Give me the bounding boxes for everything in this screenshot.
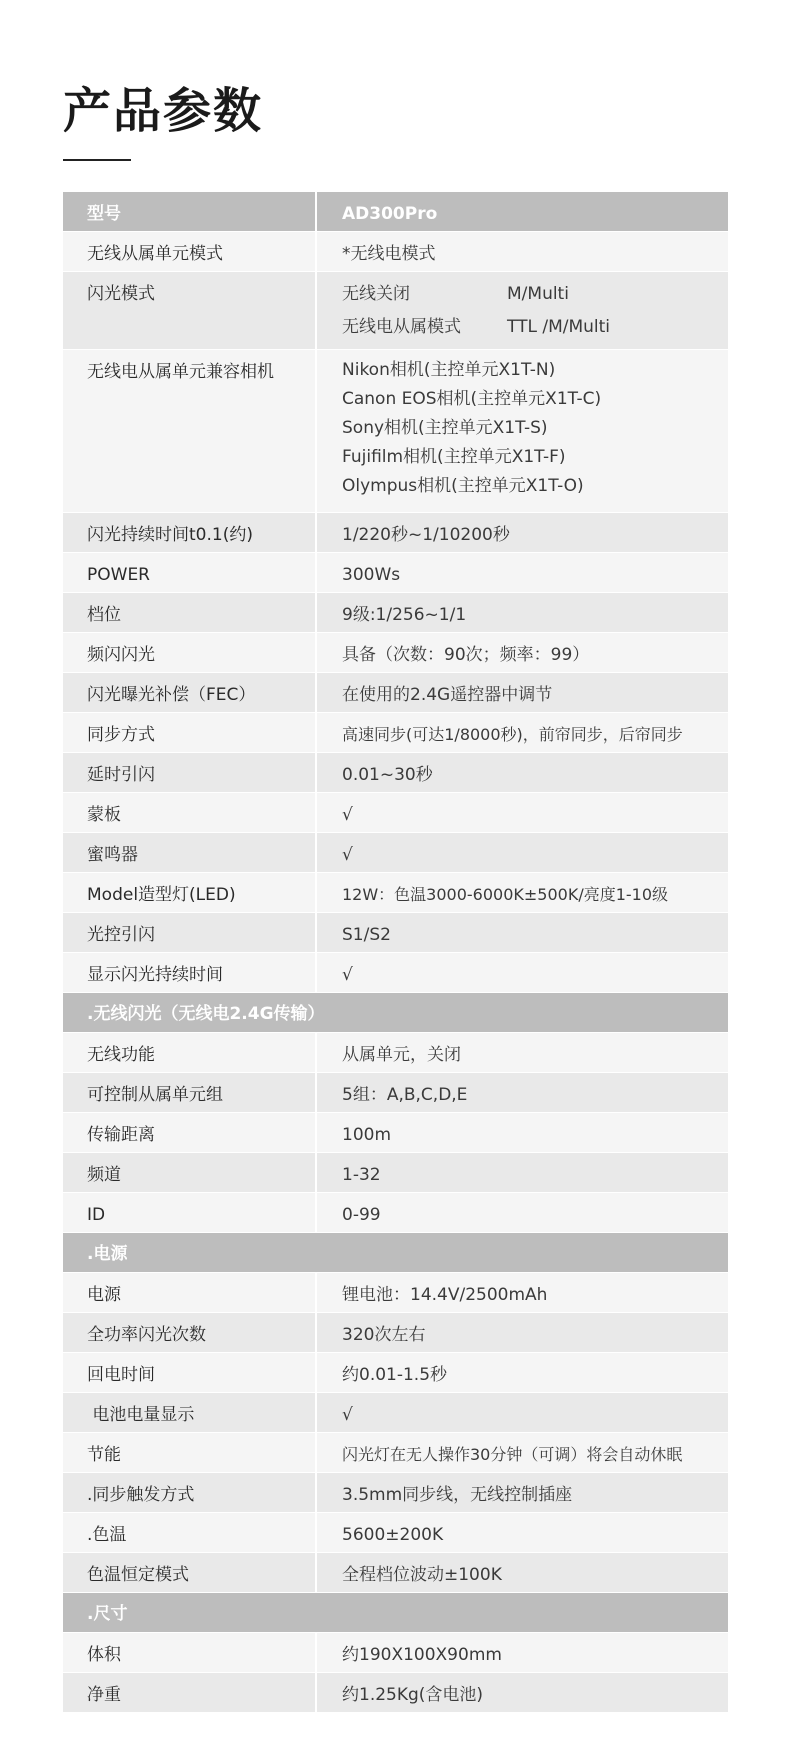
table-row [63,873,728,913]
row-label: 同步方式 [63,713,317,752]
row-value: 0.01~30秒 [342,765,433,785]
row-value: 9级:1/256~1/1 [342,605,467,625]
section-header-power [63,1233,728,1273]
table-row [63,1393,728,1433]
table-row [63,1113,728,1153]
row-value: √ [342,845,353,865]
table-row [63,593,728,633]
table-row [63,1513,728,1553]
table-row [63,1153,728,1193]
camera-list [317,350,728,512]
row-value: 5组：A,B,C,D,E [342,1085,468,1105]
row-label: 节能 [63,1433,317,1472]
row-label: 无线电从属单元兼容相机 [63,350,317,512]
table-row [63,633,728,673]
row-label: 回电时间 [63,1353,317,1392]
flash-mode-name: 无线关闭 [342,284,410,304]
row-value: 1/220秒~1/10200秒 [342,525,510,545]
title-underline [63,159,131,161]
row-label: 可控制从属单元组 [63,1073,317,1112]
table-row [63,913,728,953]
row-value: 高速同步(可达1/8000秒)，前帘同步，后帘同步 [342,725,683,744]
row-label: ID [63,1193,317,1232]
row-value: 5600±200K [342,1525,444,1545]
table-row [63,1033,728,1073]
table-row [63,1673,728,1713]
row-value: 3.5mm同步线，无线控制插座 [342,1485,573,1505]
table-row [63,673,728,713]
row-value: 闪光灯在无人操作30分钟（可调）将会自动休眠 [342,1445,683,1464]
row-value: 全程档位波动±100K [342,1565,502,1585]
row-value: 从属单元，关闭 [342,1045,461,1065]
row-label: 显示闪光持续时间 [63,953,317,992]
camera-item: Sony相机(主控单元X1T-S) [342,418,548,438]
header-model: AD300Pro [342,204,438,224]
row-value: *无线电模式 [342,244,436,264]
row-label: 频道 [63,1153,317,1192]
flash-mode-name: 无线电从属模式 [342,317,461,337]
row-label: .色温 [63,1513,317,1552]
row-value: √ [342,965,353,985]
table-row [63,350,728,513]
row-label: 色温恒定模式 [63,1553,317,1592]
flash-mode-value: TTL /M/Multi [507,317,611,337]
row-label: 光控引闪 [63,913,317,952]
row-label: 档位 [63,593,317,632]
section-title: .无线闪光（无线电2.4G传输） [87,1004,325,1024]
section-title: .尺寸 [87,1604,128,1624]
header-label: 型号 [63,192,317,231]
row-label: 电池电量显示 [63,1393,317,1432]
row-label: 闪光曝光补偿（FEC） [63,673,317,712]
row-label: Model造型灯(LED) [63,873,317,912]
table-row [63,1313,728,1353]
row-label: 全功率闪光次数 [63,1313,317,1352]
row-label: POWER [63,553,317,592]
table-header-row [63,192,728,232]
row-label: 延时引闪 [63,753,317,792]
row-value: √ [342,1405,353,1425]
table-row [63,1273,728,1313]
camera-item: Canon EOS相机(主控单元X1T-C) [342,389,602,409]
row-value: 约0.01-1.5秒 [342,1365,448,1385]
table-row [63,553,728,593]
row-label: 蒙板 [63,793,317,832]
table-row [63,1073,728,1113]
table-row [63,513,728,553]
row-label: 无线功能 [63,1033,317,1072]
table-row [63,272,728,350]
row-value: 100m [342,1125,392,1145]
row-value: 12W：色温3000-6000K±500K/亮度1-10级 [342,885,669,904]
table-row [63,1433,728,1473]
row-value: 约190X100X90mm [342,1645,502,1665]
row-value: 1-32 [342,1165,381,1185]
flash-mode-value: M/Multi [507,284,569,304]
row-label: 蜜鸣器 [63,833,317,872]
camera-item: Olympus相机(主控单元X1T-O) [342,476,584,496]
section-header-size [63,1593,728,1633]
row-label: 闪光持续时间t0.1(约) [63,513,317,552]
row-label: 电源 [63,1273,317,1312]
row-value: 300Ws [342,565,401,585]
row-label: 传输距离 [63,1113,317,1152]
table-row [63,793,728,833]
camera-item: Nikon相机(主控单元X1T-N) [342,360,556,380]
spec-table [63,192,728,1713]
table-row [63,232,728,272]
table-row [63,713,728,753]
row-value [317,272,728,349]
section-header-wireless [63,993,728,1033]
row-label: 频闪闪光 [63,633,317,672]
row-label: 无线从属单元模式 [63,232,317,271]
flash-mode-grid [342,283,728,338]
row-label: .同步触发方式 [63,1473,317,1512]
table-row [63,953,728,993]
row-value: 具备（次数：90次；频率：99） [342,645,590,665]
row-label: 闪光模式 [63,272,317,349]
table-row [63,1193,728,1233]
section-title: .电源 [87,1244,128,1264]
table-row [63,753,728,793]
row-value: 320次左右 [342,1325,426,1345]
row-label: 净重 [63,1673,317,1712]
table-row [63,1353,728,1393]
row-label: 体积 [63,1633,317,1672]
page-title: 产品参数 [63,83,264,139]
table-row [63,833,728,873]
camera-item: Fujifilm相机(主控单元X1T-F) [342,447,566,467]
row-value: 在使用的2.4G遥控器中调节 [342,685,553,705]
table-row [63,1633,728,1673]
row-value: √ [342,805,353,825]
row-value: 0-99 [342,1205,381,1225]
table-row [63,1473,728,1513]
row-value: S1/S2 [342,925,391,945]
row-value: 约1.25Kg(含电池) [342,1685,484,1705]
table-row [63,1553,728,1593]
row-value: 锂电池：14.4V/2500mAh [342,1285,548,1305]
